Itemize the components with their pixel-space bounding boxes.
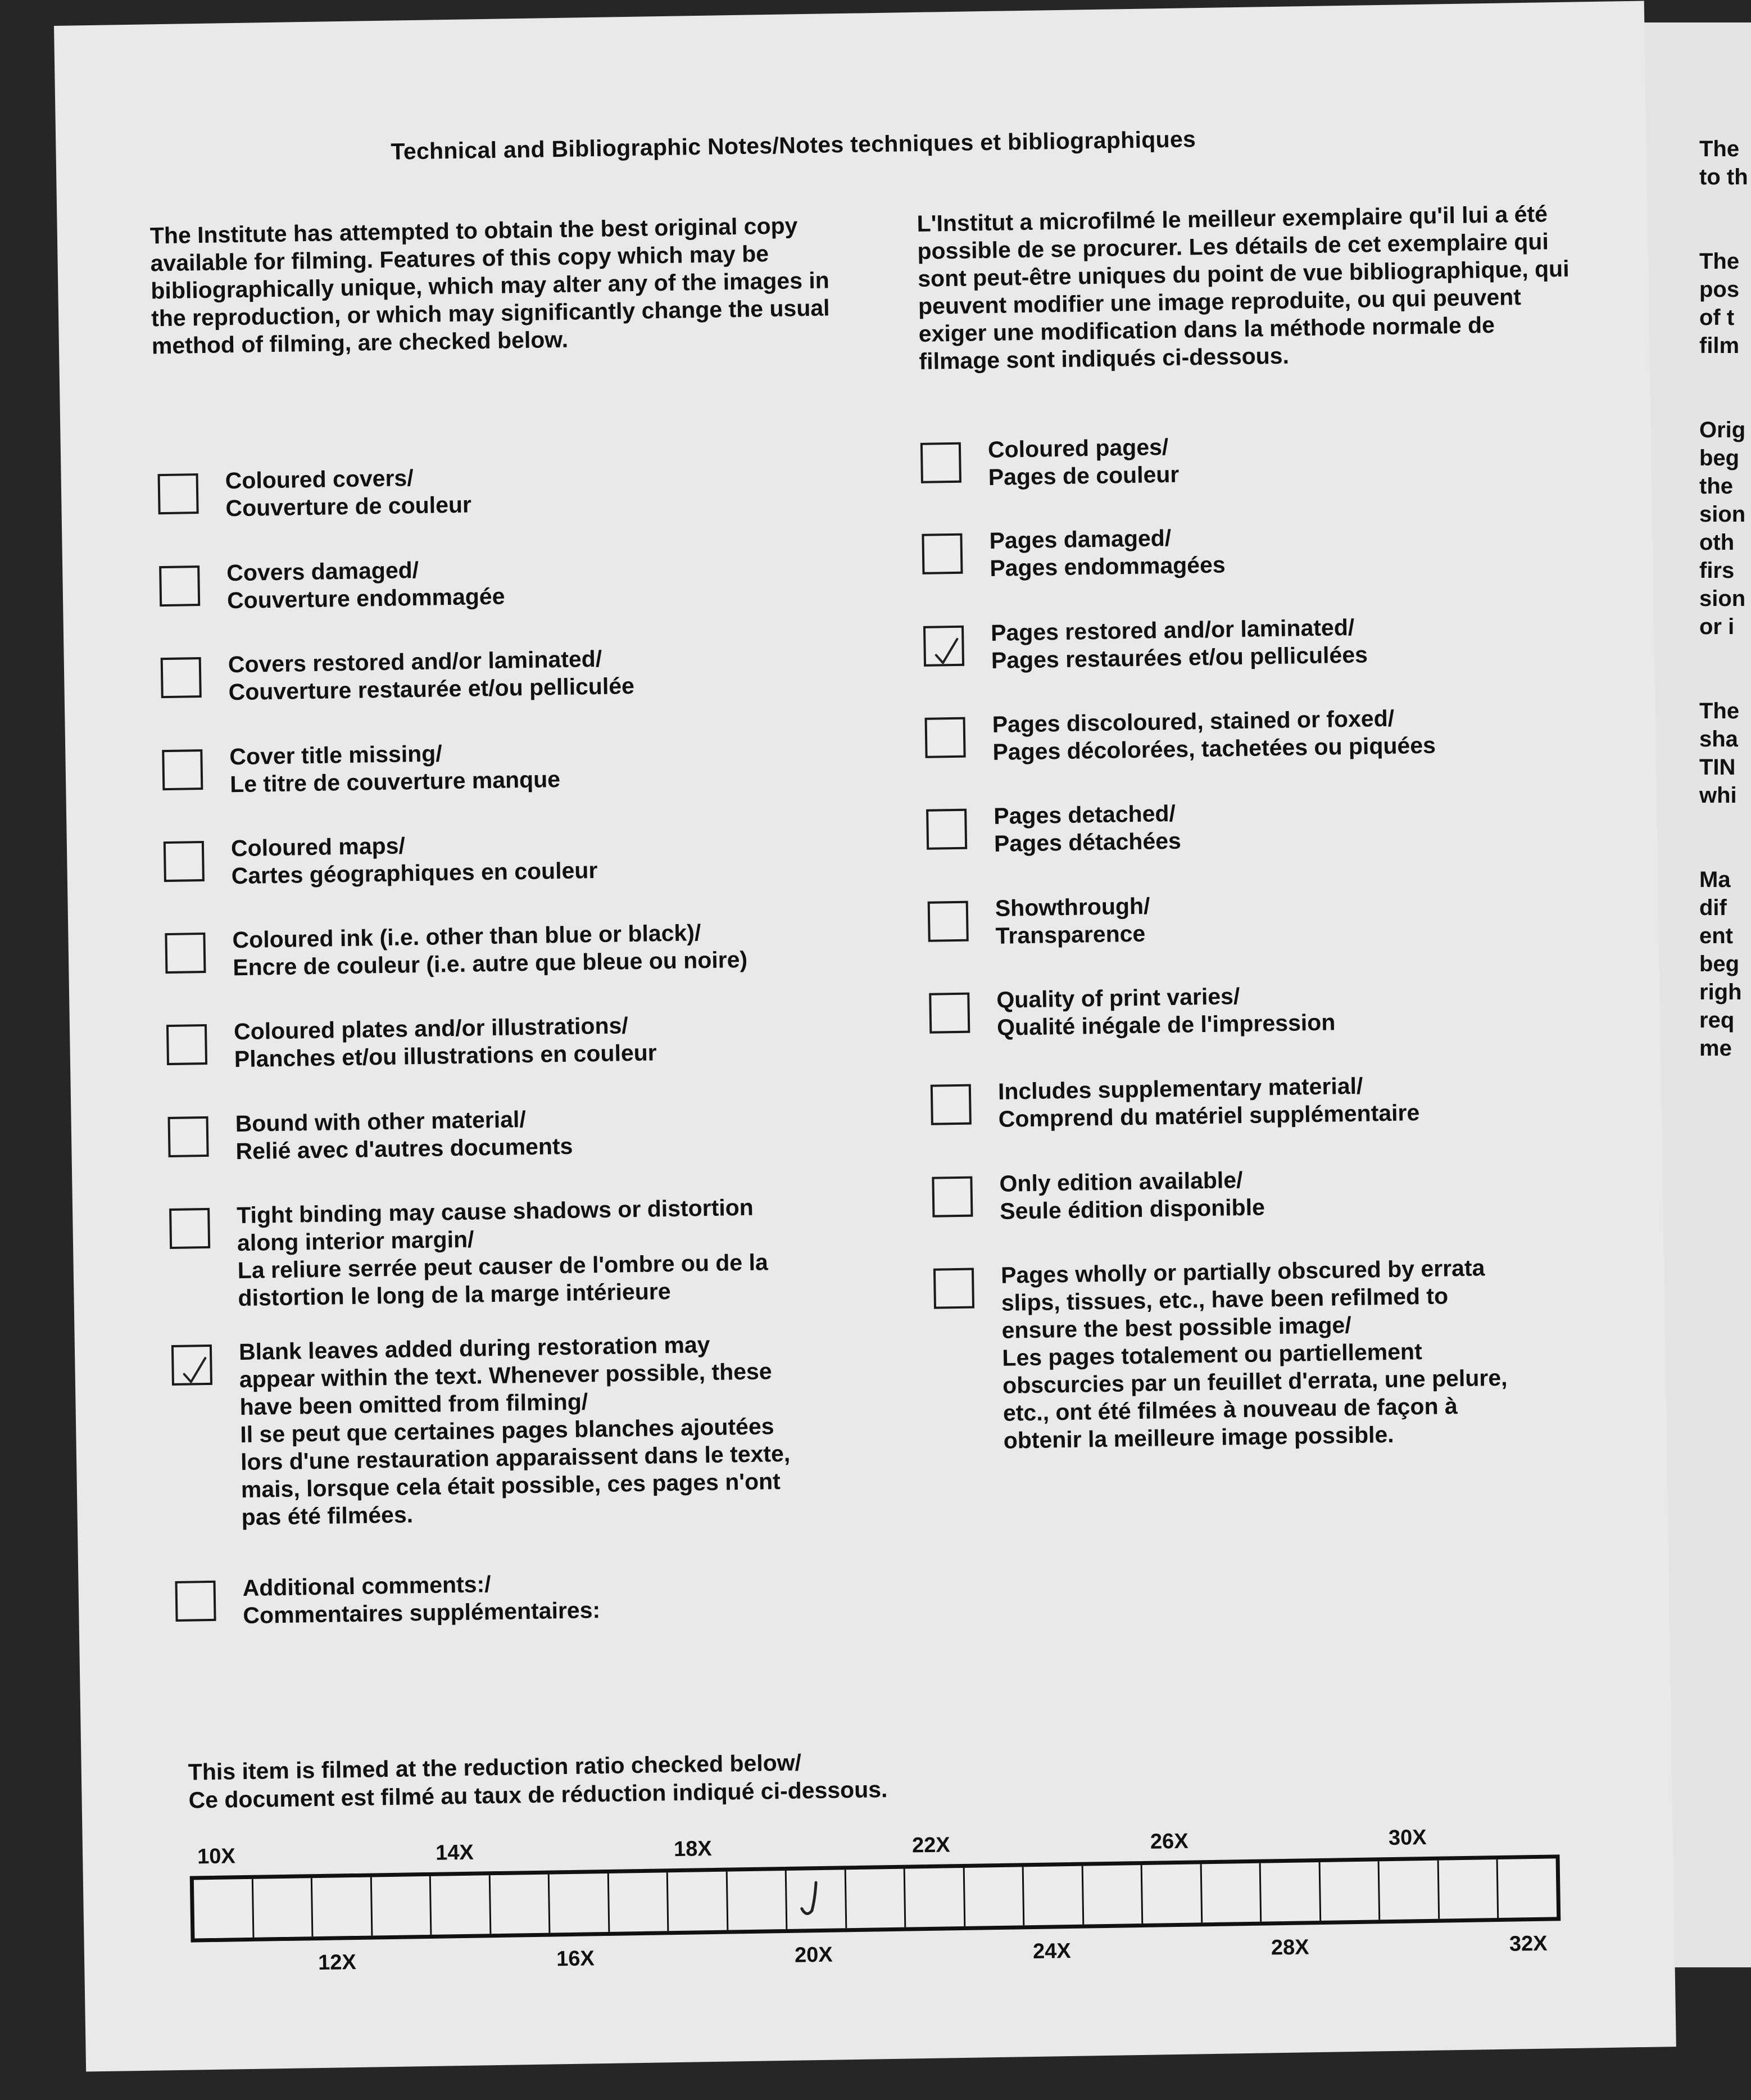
checkbox[interactable] <box>923 626 964 667</box>
adjacent-text-line: TIN <box>1699 755 1736 780</box>
page-title: Technical and Bibliographic Notes/Notes techniques et bibliographiques <box>391 126 1196 165</box>
checkbox[interactable] <box>162 749 203 790</box>
label-line: Il se peut que certaines pages blanches ajoutées <box>240 1413 774 1448</box>
reduction-label: 10X <box>197 1844 236 1869</box>
adjacent-text-line: ent <box>1699 924 1733 948</box>
checkbox[interactable] <box>920 442 961 483</box>
checklist-item-label <box>242 1565 838 1630</box>
label-line: obtenir la meilleure image possible. <box>1003 1421 1394 1454</box>
checklist-item <box>161 641 863 705</box>
reduction-cell[interactable] <box>846 1869 906 1929</box>
checkbox[interactable] <box>925 717 966 758</box>
checklist-item-label <box>237 1193 834 1312</box>
label-line: Couverture endommagée <box>226 583 505 614</box>
checklist-item-label <box>996 977 1593 1042</box>
checklist-item-label <box>1001 1252 1599 1455</box>
checklist-item <box>928 885 1630 949</box>
label-line: Pages wholly or partially obscured by errata <box>1000 1255 1485 1288</box>
adjacent-text-line: The <box>1699 137 1740 161</box>
label-line: Quality of print varies/ <box>996 983 1240 1013</box>
label-line: etc., ont été filmées à nouveau de façon à <box>1002 1393 1458 1426</box>
checkbox[interactable] <box>169 1208 210 1249</box>
label-line: Only edition available/ <box>999 1167 1243 1197</box>
reduction-ratio-note <box>188 1744 1087 1814</box>
checklist-item <box>167 1100 870 1165</box>
reduction-cell[interactable] <box>1320 1861 1380 1921</box>
reduction-label: 18X <box>673 1837 713 1862</box>
checklist-item-label <box>234 1009 830 1074</box>
checklist-item <box>165 916 867 981</box>
intro-english: The Institute has attempted to obtain the best original copy available for filming. Features of this copy which may be bibliographically unique, which may alter any of the images in the reproduction, or which may significantly change the usual method of filming, are checked below. <box>149 212 830 359</box>
label-line: mais, lorsque cela était possible, ces pages n'ont <box>241 1468 781 1503</box>
checkbox[interactable] <box>161 657 202 698</box>
label-line: Additional comments:/ <box>242 1571 491 1601</box>
adjacent-text-gap <box>1699 360 1751 416</box>
checklist-item <box>922 517 1624 581</box>
checkbox[interactable] <box>166 1024 207 1065</box>
reduction-cell[interactable] <box>609 1872 669 1932</box>
label-line: Couverture restaurée et/ou pelliculée <box>228 672 635 705</box>
label-line: Pages damaged/ <box>989 524 1172 554</box>
adjacent-text-gap <box>1699 641 1751 697</box>
reduction-line-en: This item is filmed at the reduction ratio checked below/ <box>188 1749 802 1785</box>
checkbox[interactable] <box>175 1581 216 1622</box>
checkbox[interactable] <box>933 1268 974 1309</box>
checklist-item <box>929 976 1631 1040</box>
adjacent-text-gap <box>1699 809 1751 866</box>
label-line: Les pages totalement ou partiellement <box>1002 1338 1422 1371</box>
label-line: Coloured plates and/or illustrations/ <box>233 1012 629 1045</box>
checkbox[interactable] <box>928 901 969 942</box>
checklist-item <box>926 793 1628 857</box>
label-line: Pages de couleur <box>988 461 1180 490</box>
label-line: Pages discoloured, stained or foxed/ <box>992 705 1395 737</box>
label-line: Comprend du matériel supplémentaire <box>998 1099 1420 1132</box>
checkbox[interactable] <box>931 1084 972 1125</box>
label-line: Coloured covers/ <box>225 465 414 494</box>
label-line: Coloured pages/ <box>987 433 1169 463</box>
label-line: Pages détachées <box>994 827 1182 857</box>
reduction-cell[interactable] <box>1201 1863 1262 1923</box>
reduction-cell[interactable] <box>253 1878 313 1938</box>
checklist-item-label <box>225 458 821 523</box>
checklist-item <box>162 734 864 798</box>
label-line: Blank leaves added during restoration may <box>238 1331 710 1365</box>
label-line: Includes supplementary material/ <box>997 1072 1363 1105</box>
checkbox[interactable] <box>168 1116 209 1157</box>
reduction-cell[interactable] <box>727 1871 787 1930</box>
label-line: pas été filmées. <box>241 1501 414 1531</box>
intro-french: L'Institut a microfilmé le meilleur exemplaire qu'il lui a été possible de se procurer. Les détails de cet exemplaire qui sont peut-être uniques du point de vue bibliographique, qui peuvent modifier une image reproduite, ou qui peuvent exiger une modification dans la méthode normale de filmage sont indiqués ci-dessous. <box>917 201 1569 374</box>
reduction-cell[interactable] <box>905 1868 965 1927</box>
reduction-cell[interactable] <box>964 1867 1024 1926</box>
reduction-ratio-strip <box>190 1854 1561 1942</box>
checkbox[interactable] <box>165 933 206 974</box>
checkbox[interactable] <box>159 565 200 607</box>
checklist-item <box>933 1252 1636 1454</box>
label-line: obscurcies par un feuillet d'errata, une pelure, <box>1002 1364 1508 1399</box>
label-line: La reliure serrée peut causer de l'ombre ou de la <box>237 1249 769 1284</box>
adjacent-text-line: sion <box>1699 586 1746 611</box>
adjacent-text-line: The <box>1699 249 1740 274</box>
adjacent-page-text <box>1699 135 1751 1062</box>
reduction-label: 32X <box>1509 1931 1548 1956</box>
adjacent-text-line: the <box>1699 474 1733 499</box>
reduction-cell[interactable] <box>431 1875 491 1935</box>
label-line: appear within the text. Whenever possible, these <box>239 1358 772 1393</box>
label-line: lors d'une restauration apparaissent dans le texte, <box>240 1440 791 1476</box>
checklist-item <box>159 550 861 614</box>
reduction-cell[interactable] <box>1024 1866 1084 1926</box>
adjacent-text-line: righ <box>1699 980 1742 1004</box>
checklist-item-label <box>998 1069 1594 1133</box>
label-line: Planches et/ou illustrations en couleur <box>234 1039 657 1072</box>
label-line: Relié avec d'autres documents <box>235 1133 573 1165</box>
reduction-cell[interactable] <box>490 1875 550 1934</box>
label-line: Encre de couleur (i.e. autre que bleue ou noire) <box>232 946 748 981</box>
checkbox[interactable] <box>164 841 205 882</box>
adjacent-text-line: dif <box>1699 895 1727 920</box>
reduction-label: 24X <box>1032 1939 1071 1964</box>
label-line: Pages restaurées et/ou pelliculées <box>991 641 1368 673</box>
checklist-item <box>923 609 1626 673</box>
checklist-item-label <box>228 642 824 707</box>
checklist-item <box>931 1068 1633 1132</box>
checkmark-icon <box>178 1355 210 1387</box>
checklist-item-label <box>232 917 828 982</box>
label-line: Seule édition disponible <box>999 1194 1265 1224</box>
label-line: ensure the best possible image/ <box>1001 1312 1351 1343</box>
checkbox[interactable] <box>929 993 970 1034</box>
checklist-item-label <box>231 826 827 890</box>
reduction-cell[interactable] <box>312 1877 373 1937</box>
checkbox[interactable] <box>158 473 199 514</box>
reduction-label: 16X <box>556 1947 595 1971</box>
reduction-cell[interactable] <box>194 1879 254 1939</box>
label-line: Cartes géographiques en couleur <box>231 857 598 889</box>
label-line: Couverture de couleur <box>225 491 472 522</box>
reduction-label: 30X <box>1388 1826 1427 1850</box>
label-line: Coloured maps/ <box>230 832 406 862</box>
label-line: Coloured ink (i.e. other than blue or black)/ <box>232 920 701 953</box>
label-line: Pages décolorées, tachetées ou piquées <box>992 732 1436 765</box>
label-line: have been omitted from filming/ <box>239 1388 588 1420</box>
checkmark-icon <box>930 636 962 668</box>
adjacent-text-line: of t <box>1699 305 1735 330</box>
reduction-cell[interactable] <box>1142 1864 1203 1924</box>
label-line: Pages endommagées <box>990 551 1226 581</box>
checklist-item <box>924 701 1627 765</box>
adjacent-text-line: Ma <box>1699 867 1731 892</box>
reduction-line-fr: Ce document est filmé au taux de réduction indiqué ci-dessous. <box>188 1776 888 1813</box>
checklist-item <box>169 1192 872 1311</box>
reduction-cell[interactable] <box>1083 1865 1143 1925</box>
label-line: Tight binding may cause shadows or distortion <box>236 1194 754 1229</box>
adjacent-text-line: sha <box>1699 727 1738 752</box>
reduction-label: 20X <box>794 1943 833 1967</box>
label-line: Le titre de couverture manque <box>229 766 561 798</box>
adjacent-text-line: req <box>1699 1008 1735 1033</box>
checklist-item-label <box>988 427 1584 491</box>
adjacent-text-line: firs <box>1699 558 1735 583</box>
checklist-item-label <box>992 701 1588 766</box>
adjacent-text-line: whi <box>1699 783 1737 808</box>
label-line: along interior margin/ <box>237 1226 474 1256</box>
adjacent-text-line: film <box>1699 333 1740 358</box>
reduction-label: 28X <box>1271 1935 1309 1960</box>
checklist-item <box>175 1564 877 1629</box>
checklist-item-label <box>229 734 825 799</box>
checklist-item <box>164 825 866 889</box>
checklist-item <box>920 426 1623 490</box>
checkbox[interactable] <box>922 533 963 574</box>
checklist-item-label <box>995 885 1591 950</box>
checkbox[interactable] <box>926 809 967 850</box>
label-line: distortion le long de la marge intérieure <box>238 1278 671 1311</box>
checklist-item-label <box>226 550 823 615</box>
label-line: Covers damaged/ <box>226 556 419 586</box>
adjacent-text-line: to th <box>1699 165 1748 189</box>
adjacent-text-line: Orig <box>1699 418 1746 442</box>
checkbox[interactable] <box>171 1345 212 1386</box>
checkmark-icon <box>793 1876 828 1921</box>
notes-sheet <box>54 1 1676 2072</box>
adjacent-text-line: beg <box>1699 952 1740 976</box>
checklist-item <box>171 1328 874 1531</box>
label-line: Covers restored and/or laminated/ <box>228 645 602 678</box>
reduction-cell[interactable] <box>1380 1861 1440 1920</box>
checklist-item-label <box>991 610 1587 675</box>
reduction-label: 26X <box>1150 1829 1188 1854</box>
label-line: Bound with other material/ <box>235 1106 527 1137</box>
adjacent-text-line: oth <box>1699 530 1735 555</box>
label-line: slips, tissues, etc., have been refilmed to <box>1001 1283 1449 1316</box>
adjacent-text-line: or i <box>1699 614 1735 639</box>
label-line: Cover title missing/ <box>229 740 442 770</box>
label-line: Qualité inégale de l'impression <box>996 1009 1336 1040</box>
reduction-cell[interactable] <box>1439 1859 1499 1919</box>
label-line: Pages restored and/or laminated/ <box>990 614 1355 646</box>
reduction-cell[interactable] <box>1498 1858 1557 1918</box>
checklist-item <box>166 1008 869 1072</box>
label-line: Commentaires supplémentaires: <box>243 1597 601 1629</box>
adjacent-text-line: The <box>1699 699 1740 723</box>
checklist-item <box>157 458 860 522</box>
label-line: Showthrough/ <box>995 893 1150 921</box>
label-line: Transparence <box>995 920 1146 949</box>
checklist-item-label <box>989 518 1585 582</box>
label-line: Pages detached/ <box>993 800 1176 829</box>
adjacent-text-gap <box>1699 191 1751 247</box>
checklist-item-label <box>994 793 1590 858</box>
checkbox[interactable] <box>932 1176 973 1218</box>
adjacent-text-line: me <box>1699 1036 1732 1061</box>
reduction-label: 22X <box>911 1833 950 1858</box>
checklist-item-label <box>999 1161 1595 1225</box>
checklist-item-label <box>239 1329 837 1531</box>
adjacent-text-line: pos <box>1699 277 1740 302</box>
checklist-item <box>932 1160 1634 1224</box>
reduction-cell[interactable] <box>787 1870 847 1929</box>
reduction-cell[interactable] <box>1261 1862 1321 1922</box>
adjacent-text-line: beg <box>1699 446 1740 470</box>
reduction-cell[interactable] <box>550 1873 610 1933</box>
reduction-cell[interactable] <box>668 1872 728 1931</box>
reduction-cell[interactable] <box>371 1876 432 1936</box>
reduction-label: 12X <box>317 1950 357 1975</box>
reduction-label: 14X <box>435 1840 474 1865</box>
checklist-item-label <box>235 1101 831 1166</box>
adjacent-text-line: sion <box>1699 502 1746 527</box>
